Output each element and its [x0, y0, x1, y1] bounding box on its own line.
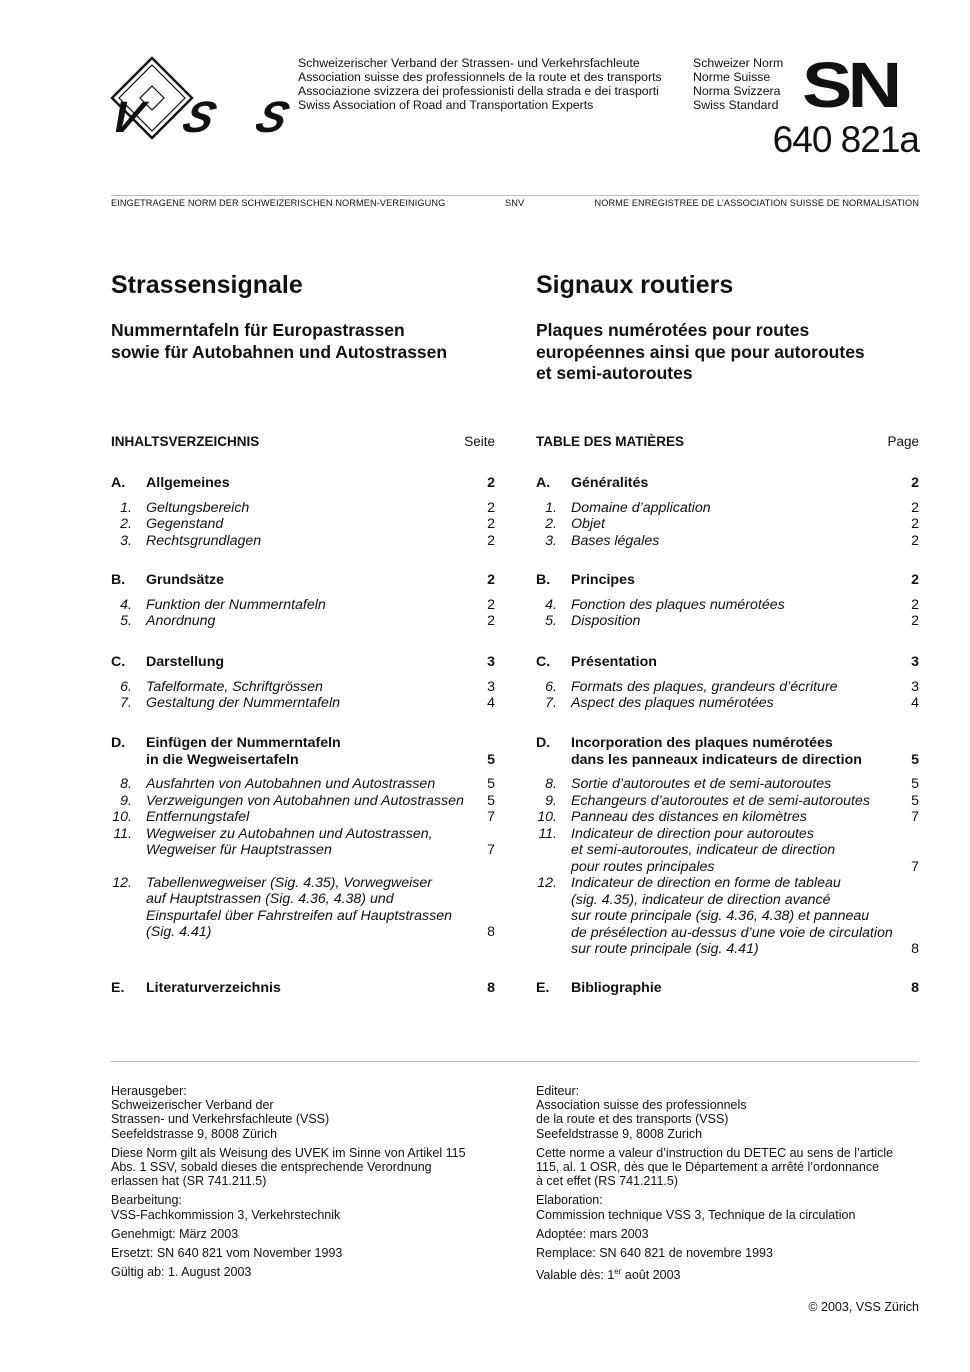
association-names: [298, 56, 662, 112]
toc-entry: [111, 695, 495, 712]
toc-number: 3.: [120, 532, 132, 549]
toc-page: 5: [487, 792, 495, 809]
editing-de: [111, 1193, 501, 1221]
toc-page: 8: [487, 980, 495, 996]
toc-number: D.: [536, 735, 551, 751]
toc-text: Présentation: [571, 654, 657, 670]
toc-section-e-de: [111, 980, 495, 997]
toc-text: [146, 826, 471, 859]
directive-de: [111, 1146, 501, 1189]
toc-number: 1.: [120, 499, 132, 516]
toc-number: C.: [536, 654, 551, 670]
toc-entry: [111, 500, 495, 517]
toc-text: Disposition: [571, 613, 641, 629]
toc-page: 5: [487, 751, 495, 768]
toc-entry: [111, 516, 495, 533]
svg-text:VSS: VSS: [104, 92, 296, 142]
toc-entry: [536, 679, 919, 696]
publisher-label: Editeur:: [536, 1084, 580, 1098]
toc-page: 7: [911, 809, 919, 825]
toc-section-b-de: [111, 572, 495, 630]
toc-page: 2: [487, 516, 495, 532]
toc-entry: [111, 572, 495, 589]
toc-page: 7: [911, 858, 919, 875]
column-fr: [536, 270, 919, 1030]
toc-text: Aspect des plaques numérotées: [571, 695, 774, 711]
directive-line: Diese Norm gilt als Weisung des UVEK im Sinne von Artikel 115: [111, 1145, 466, 1160]
toc-number: 9.: [120, 792, 132, 809]
vss-logo: [104, 56, 296, 142]
toc-entry: [111, 826, 495, 859]
approved-de: Genehmigt: März 2003: [111, 1226, 239, 1241]
toc-number: 4.: [120, 596, 132, 613]
toc-page: 2: [487, 596, 495, 613]
toc-text: Literaturverzeichnis: [146, 980, 281, 996]
toc-text: Anordnung: [146, 613, 216, 629]
toc-text: [571, 735, 895, 768]
toc-number: 8.: [545, 776, 557, 792]
toc-entry: [536, 597, 919, 614]
toc-number: 11.: [538, 825, 557, 842]
toc-text-line: Einspurtafel über Fahrstreifen auf Hauptstrassen: [146, 907, 452, 924]
toc-entry: [536, 695, 919, 712]
toc-page: 2: [487, 532, 495, 549]
editing-fr: [536, 1193, 919, 1221]
sn-mark: SN: [802, 49, 898, 121]
toc-entry: [536, 735, 919, 768]
toc-page: 4: [911, 695, 919, 711]
subtitle-de: [111, 320, 495, 363]
toc-text-line: et semi-autoroutes, indicateur de direction: [571, 842, 836, 858]
toc-text: Gegenstand: [146, 516, 224, 532]
toc-number: 6.: [120, 678, 132, 695]
toc-text: Gestaltung der Nummerntafeln: [146, 695, 340, 711]
toc-number: 10.: [112, 809, 132, 825]
toc-text-line: pour routes principales: [571, 858, 715, 875]
toc-section-b-fr: [536, 572, 919, 630]
toc-number: 9.: [545, 792, 557, 809]
valid-suffix: août 2003: [621, 1268, 681, 1283]
subtitle-fr-line: et semi-autoroutes: [536, 363, 693, 383]
toc-entry: [111, 809, 495, 826]
toc-page: 2: [487, 475, 495, 491]
norm-type-de: Schweizer Norm: [693, 56, 784, 70]
directive-line: Cette norme a valeur d’instruction du DETEC au sens de l’article: [536, 1145, 894, 1160]
page-label-de: Seite: [464, 434, 495, 449]
toc-number: 4.: [545, 596, 557, 613]
toc-entry: [536, 475, 919, 492]
toc-entry: [111, 613, 495, 630]
toc-number: 1.: [545, 499, 557, 516]
toc-header-de: [111, 434, 495, 449]
toc-text: [146, 735, 471, 768]
toc-page: 2: [911, 532, 919, 549]
replaces-de: Ersetzt: SN 640 821 vom November 1993: [111, 1246, 343, 1261]
toc-entry: [111, 735, 495, 768]
publisher-fr: [536, 1084, 919, 1141]
subtitle-fr-line: Plaques numérotées pour routes: [536, 320, 810, 340]
norm-type-it: Norma Svizzera: [693, 84, 781, 98]
association-name-de: Schweizerischer Verband der Strassen- und Verkehrsfachleute: [298, 56, 640, 70]
toc-number: 2.: [545, 516, 557, 532]
toc-page: 2: [911, 572, 919, 588]
title-de: Strassensignale: [111, 271, 303, 299]
norm-type-fr: Norme Suisse: [693, 70, 771, 84]
toc-entry: [111, 980, 495, 997]
editing-committee: Commission technique VSS 3, Technique de la circulation: [536, 1207, 856, 1222]
toc-page: 7: [487, 809, 495, 825]
approved-fr: Adoptée: mars 2003: [536, 1226, 649, 1241]
toc-text-line: Indicateur de direction en forme de tableau: [571, 875, 841, 891]
toc-text: Généralités: [571, 475, 649, 491]
publisher-line: de la route et des transports (VSS): [536, 1112, 729, 1127]
toc-entry: [536, 809, 919, 826]
toc-entry: [536, 533, 919, 550]
toc-heading-fr: TABLE DES MATIÈRES: [536, 434, 685, 449]
toc-entry: [111, 597, 495, 614]
toc-text-line: Indicateur de direction pour autoroutes: [571, 825, 814, 842]
toc-entry: [111, 679, 495, 696]
toc-section-e-fr: [536, 980, 919, 997]
toc-page: 5: [487, 776, 495, 792]
toc-section-c-de: [111, 654, 495, 712]
toc-text: Geltungsbereich: [146, 499, 250, 516]
toc-text: [571, 875, 895, 958]
toc-text: Tafelformate, Schriftgrössen: [146, 678, 323, 695]
toc-page: 7: [487, 842, 495, 858]
toc-number: E.: [111, 980, 125, 996]
toc-text-line: sur route principale (sig. 4.36, 4.38) et panneau: [571, 908, 870, 924]
toc-page: 8: [911, 980, 919, 996]
toc-text: Formats des plaques, grandeurs d’écriture: [571, 678, 838, 695]
toc-number: E.: [536, 980, 550, 996]
association-name-en: Swiss Association of Road and Transportation Experts: [298, 98, 594, 112]
toc-page: 2: [487, 613, 495, 629]
toc-number: 12.: [112, 874, 132, 891]
toc-number: B.: [536, 572, 551, 588]
toc-entry: [111, 654, 495, 671]
directive-line: à cet effet (RS 741.211.5): [536, 1174, 678, 1189]
toc-entry: [111, 875, 495, 941]
toc-section-d-de: [111, 735, 495, 941]
toc-number: 10.: [537, 809, 557, 825]
valid-prefix: Valable dès: 1: [536, 1268, 615, 1283]
toc-entry: [536, 613, 919, 630]
footer-de: [111, 1084, 501, 1284]
toc-text: Bibliographie: [571, 980, 662, 996]
toc-header-fr: [536, 434, 919, 449]
directive-line: Abs. 1 SSV, sobald dieses die entsprechende Verordnung: [111, 1160, 432, 1175]
toc-page: 5: [911, 776, 919, 792]
toc-text: Principes: [571, 572, 635, 588]
toc-text: [571, 826, 895, 876]
editing-label: Elaboration:: [536, 1193, 603, 1208]
publisher-line: Strassen- und Verkehrsfachleute (VSS): [111, 1112, 330, 1127]
toc-text-line: Tabellenwegweiser (Sig. 4.35), Vorwegweiser: [146, 874, 432, 891]
toc-text-line: Wegweiser für Hauptstrassen: [146, 842, 332, 858]
toc-text: Echangeurs d’autoroutes et de semi-autoroutes: [571, 792, 870, 809]
toc-text: Funktion der Nummerntafeln: [146, 596, 326, 613]
toc-section-a-fr: [536, 475, 919, 549]
toc-number: 7.: [120, 695, 132, 711]
toc-page: 2: [911, 516, 919, 532]
copyright: © 2003, VSS Zürich: [808, 1300, 919, 1314]
toc-page: 2: [911, 475, 919, 491]
toc-text-line: de présélection au-dessus d’une voie de circulation: [571, 924, 893, 941]
toc-page: 2: [487, 499, 495, 516]
toc-entry: [536, 776, 919, 793]
column-de: [111, 270, 495, 1030]
toc-number: 3.: [545, 532, 557, 549]
toc-text: Rechtsgrundlagen: [146, 532, 262, 549]
publisher-de: [111, 1084, 501, 1141]
toc-page: 3: [911, 678, 919, 695]
toc-text: Panneau des distances en kilomètres: [571, 809, 807, 825]
registration-fr: NORME ENREGISTREE DE L’ASSOCIATION SUISSE DE NORMALISATION: [594, 198, 919, 208]
toc-text-line: in die Wegweisertafeln: [146, 751, 299, 768]
valid-fr: [536, 1265, 919, 1282]
publisher-label: Herausgeber:: [111, 1084, 187, 1098]
toc-page: 2: [911, 613, 919, 629]
footer-divider: [111, 1061, 919, 1062]
valid-de: Gültig ab: 1. August 2003: [111, 1265, 252, 1280]
footer-fr: [536, 1084, 919, 1288]
toc-text: Entfernungstafel: [146, 809, 250, 825]
toc-page: 5: [911, 751, 919, 768]
toc-number: A.: [111, 475, 126, 491]
toc-text-line: sur route principale (sig. 4.41): [571, 941, 759, 957]
association-name-fr: Association suisse des professionnels de la route et des transports: [298, 70, 662, 84]
toc-entry: [536, 572, 919, 589]
toc-page: 4: [487, 695, 495, 711]
editing-committee: VSS-Fachkommission 3, Verkehrstechnik: [111, 1207, 341, 1222]
page-label-fr: Page: [887, 434, 919, 449]
toc-text-line: Einfügen der Nummerntafeln: [146, 735, 341, 751]
toc-entry: [111, 533, 495, 550]
toc-text: Domaine d’application: [571, 499, 711, 516]
toc-number: 6.: [545, 678, 557, 695]
toc-entry: [536, 500, 919, 517]
toc-text-line: auf Hauptstrassen (Sig. 4.36, 4.38) und: [146, 891, 394, 907]
norm-number: 640 821a: [772, 119, 919, 160]
toc-text-line: (Sig. 4.41): [146, 924, 212, 940]
toc-page: 3: [911, 654, 919, 670]
toc-text-line: dans les panneaux indicateurs de direction: [571, 751, 862, 768]
publisher-address: Seefeldstrasse 9, 8008 Zürich: [111, 1126, 278, 1141]
toc-text: Grundsätze: [146, 572, 225, 588]
toc-page: 8: [487, 924, 495, 940]
toc-page: 5: [911, 792, 919, 809]
toc-section-c-fr: [536, 654, 919, 712]
toc-number: 7.: [545, 695, 557, 711]
toc-number: 11.: [113, 825, 132, 842]
title-fr: Signaux routiers: [536, 271, 734, 299]
valid-superscript: er: [614, 1267, 622, 1277]
toc-entry: [111, 475, 495, 492]
toc-entry: [536, 793, 919, 810]
toc-heading-de: INHALTSVERZEICHNIS: [111, 434, 260, 449]
registration-de: EINGETRAGENE NORM DER SCHWEIZERISCHEN NORMEN-VEREINIGUNG: [111, 198, 446, 208]
directive-line: erlassen hat (SR 741.211.5): [111, 1174, 267, 1189]
toc-text: Allgemeines: [146, 475, 230, 491]
toc-number: D.: [111, 735, 126, 751]
toc-text: Ausfahrten von Autobahnen und Autostrassen: [146, 776, 436, 792]
norm-type-names: [693, 56, 783, 112]
directive-fr: [536, 1146, 919, 1189]
toc-text: Bases légales: [571, 532, 660, 549]
editing-label: Bearbeitung:: [111, 1193, 182, 1208]
toc-text-line: Wegweiser zu Autobahnen und Autostrassen,: [146, 825, 433, 842]
toc-entry: [536, 980, 919, 997]
publisher-line: Association suisse des professionnels: [536, 1098, 747, 1113]
toc-entry: [111, 793, 495, 810]
norm-type-en: Swiss Standard: [693, 98, 779, 112]
toc-text-line: (sig. 4.35), indicateur de direction avancé: [571, 891, 831, 908]
toc-number: B.: [111, 572, 126, 588]
toc-number: C.: [111, 654, 126, 670]
toc-page: 3: [487, 654, 495, 670]
toc-page: 2: [487, 572, 495, 588]
registration-snv: SNV: [505, 198, 525, 208]
replaces-fr: Remplace: SN 640 821 de novembre 1993: [536, 1246, 773, 1261]
toc-text: Sortie d’autoroutes et de semi-autoroutes: [571, 776, 832, 792]
subtitle-fr-line: européennes ainsi que pour autoroutes: [536, 341, 865, 362]
toc-entry: [536, 654, 919, 671]
toc-number: A.: [536, 475, 551, 491]
toc-number: 8.: [120, 776, 132, 792]
toc-number: 12.: [537, 875, 557, 891]
directive-line: 115, al. 1 OSR, dès que le Département a arrêté l’ordonnance: [536, 1160, 880, 1175]
publisher-address: Seefeldstrasse 9, 8008 Zurich: [536, 1126, 703, 1141]
toc-number: 5.: [120, 613, 132, 629]
toc-entry: [536, 826, 919, 876]
toc-page: 3: [487, 678, 495, 695]
header-divider: [111, 195, 919, 196]
toc-section-d-fr: [536, 735, 919, 958]
toc-section-a-de: [111, 475, 495, 549]
toc-text: [146, 875, 471, 941]
publisher-line: Schweizerischer Verband der: [111, 1098, 274, 1113]
toc-entry: [536, 516, 919, 533]
toc-text: Fonction des plaques numérotées: [571, 596, 785, 613]
toc-text: Objet: [571, 516, 605, 532]
toc-page: 2: [911, 499, 919, 516]
toc-text: Darstellung: [146, 654, 225, 670]
association-name-it: Associazione svizzera dei professionisti della strada e dei trasporti: [298, 84, 659, 98]
subtitle-de-line: sowie für Autobahnen und Autostrassen: [111, 341, 448, 362]
toc-number: 5.: [545, 613, 557, 629]
toc-page: 8: [911, 941, 919, 957]
toc-number: 2.: [120, 516, 132, 532]
subtitle-de-line: Nummerntafeln für Europastrassen: [111, 320, 405, 340]
toc-entry: [536, 875, 919, 958]
toc-entry: [111, 776, 495, 793]
subtitle-fr: [536, 320, 919, 385]
toc-page: 2: [911, 596, 919, 613]
toc-text: Verzweigungen von Autobahnen und Autostrassen: [146, 792, 464, 809]
toc-text-line: Incorporation des plaques numérotées: [571, 735, 833, 751]
